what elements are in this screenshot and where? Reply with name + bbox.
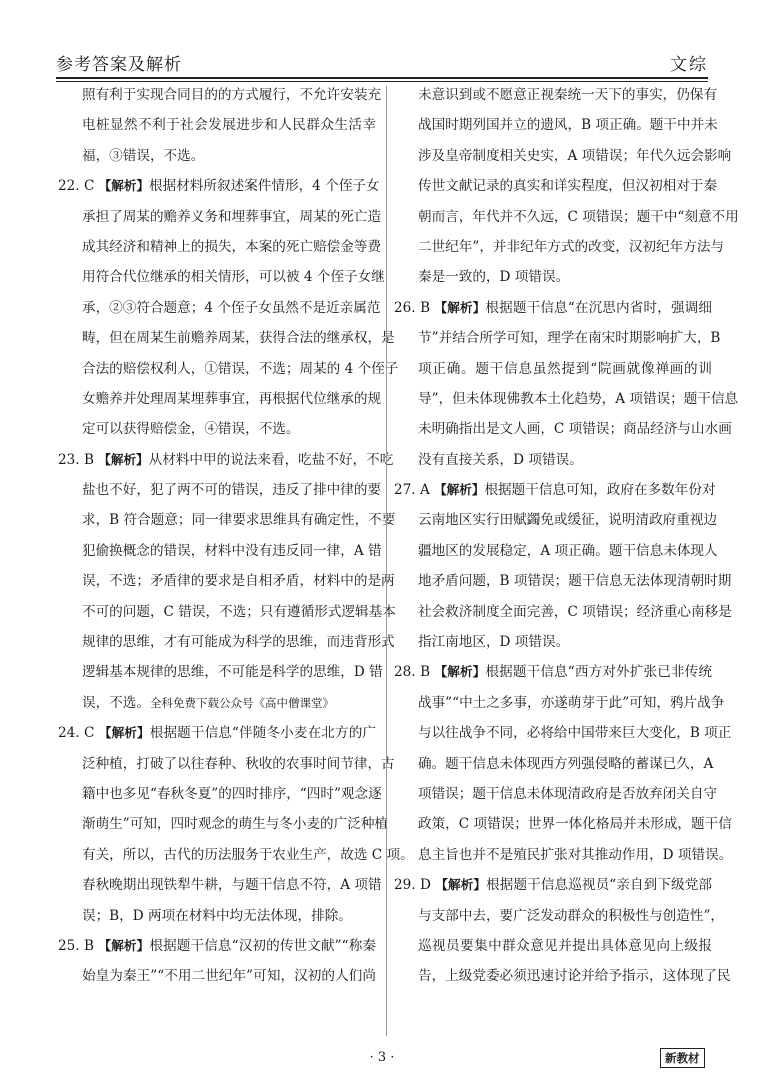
text-line — [394, 718, 732, 748]
line-text: 承，②③符合题意；4 个侄子女虽然不是近亲属范 — [82, 299, 381, 316]
line-text: 根据材料所叙述案件情形，4 个侄子女 — [149, 178, 380, 195]
answer-line — [394, 870, 712, 900]
analysis-tag: 【解析】 — [434, 299, 486, 315]
answer-line — [394, 293, 712, 323]
line-text: 泛种植，打破了以往春种、秋收的农事时间节律，古 — [82, 755, 395, 772]
text-line — [58, 293, 381, 323]
text-line — [58, 505, 396, 535]
analysis-tag: 【解析】 — [98, 178, 150, 194]
line-text: 求，B 符合题意；同一律要求思维具有确定性，不要 — [82, 512, 396, 529]
line-text: 朝而言，年代并不久远，C 项错误；题干中“刻意不用 — [418, 208, 739, 225]
line-text: 盐也不好，犯了两不可的错误，违反了排中律的要 — [82, 482, 382, 499]
text-line — [394, 566, 732, 596]
column-divider — [386, 86, 387, 1036]
line-text: 告，上级党委必须迅速讨论并给予指示，这体现了民 — [418, 968, 731, 985]
left-column — [58, 80, 414, 992]
text-line — [394, 779, 718, 809]
line-text: 根据题干信息“汉初的传世文献”“称秦 — [149, 937, 376, 954]
watermark-note: 全科免费下载公众号《高中僧课堂》 — [149, 695, 334, 710]
line-text: 未意识到或不愿意正视秦统一天下的事实，仍保有 — [418, 87, 718, 103]
text-line — [58, 597, 396, 627]
line-text: 犯偷换概念的错误，材料中没有违反同一律，A 错 — [82, 542, 382, 559]
line-text: 误，不选。 — [82, 694, 150, 711]
answer-number: 25. B — [58, 937, 99, 954]
analysis-tag: 【解析】 — [434, 664, 486, 680]
line-text: 战国时期列国并立的遗风，B 项正确。题干中并未 — [418, 117, 718, 134]
text-line — [394, 232, 725, 262]
line-text: 政策，C 项错误；世界一体化格局并未形成，题干信 — [418, 816, 732, 833]
analysis-tag: 【解析】 — [434, 482, 485, 498]
answer-line — [58, 171, 380, 201]
line-text: 根据题干信息巡视员“亲自到下级党部 — [486, 877, 712, 894]
text-line — [394, 354, 712, 384]
answer-line — [58, 445, 394, 475]
line-text: 未明确指出是文人画，C 项错误；商品经济与山水画 — [418, 421, 732, 438]
line-text: 合法的赔偿权利人，①错误，不选；周某的 4 个侄子 — [82, 360, 399, 377]
line-text: 籍中也多见“春秋冬夏”的四时排序，“四时”观念逐 — [82, 785, 382, 802]
answer-line — [58, 718, 376, 748]
line-text: 逻辑基本规律的思维，不可能是科学的思维，D 错 — [82, 664, 383, 681]
text-line — [58, 202, 382, 232]
line-text: 地矛盾问题，B 项错误；题干信息无法体现清朝时期 — [418, 573, 732, 590]
text-line — [394, 809, 732, 839]
line-text: 误；B，D 两项在材料中均无法体现，排除。 — [82, 907, 352, 924]
answer-line — [394, 657, 712, 687]
text-line — [58, 809, 389, 839]
line-text: 有关，所以，古代的历法服务于农业生产，故选 C 项。 — [82, 846, 414, 863]
line-text: 导”，但未体现佛教本土化趋势，A 项错误；题干信息 — [418, 390, 739, 407]
line-text: 传世文献记录的真实和详实程度，但汉初相对于秦 — [418, 178, 718, 195]
analysis-tag: 【解析】 — [98, 451, 149, 467]
text-line — [58, 414, 376, 444]
answer-number: 28. B — [394, 664, 435, 681]
answer-number: 23. B — [58, 451, 99, 468]
line-text: 根据题干信息“西方对外扩张已非传统 — [485, 664, 712, 681]
text-line — [58, 232, 382, 262]
text-line — [58, 840, 414, 870]
text-line — [58, 566, 395, 596]
line-text: 春秋晚期出现铁犁牛耕，与题干信息不符，A 项错 — [82, 877, 382, 894]
line-text: 息主旨也并不是殖民扩张对其推动作用，D 项错误。 — [418, 846, 733, 863]
text-line — [58, 779, 382, 809]
answer-number: 29. D — [394, 877, 436, 894]
line-text: 根据题干信息“在沉思内省时，强调细 — [485, 299, 712, 316]
text-line — [58, 262, 385, 292]
answer-number: 24. C — [58, 725, 99, 742]
text-line — [394, 749, 712, 779]
line-text: 承担了周某的赡养义务和埋葬事宜，周某的死亡造 — [82, 208, 382, 225]
line-text: 从材料中甲的说法来看，吃盐不好，不吃 — [148, 451, 394, 468]
answer-line — [58, 931, 376, 961]
line-text: 畴，但在周某生前赡养周某，获得合法的继承权，是 — [82, 330, 395, 347]
line-text: 根据题干信息“伴随冬小麦在北方的广 — [149, 725, 377, 742]
line-text: 电桩显然不利于社会发展进步和人民群众生活幸 — [82, 117, 376, 134]
line-text: 确。题干信息未体现西方列强侵略的蓄谋已久，A — [418, 755, 714, 772]
line-text: 成其经济和精神上的损失，本案的死亡赔偿金等费 — [82, 238, 382, 255]
text-line — [58, 110, 376, 140]
text-line — [58, 354, 399, 384]
line-text: 秦是一致的，D 项错误。 — [418, 269, 570, 286]
line-text: 不可的问题，C 错误，不选；只有遵循形式逻辑基本 — [82, 603, 396, 620]
line-text: 疆地区的发展稳定，A 项正确。题干信息未体现人 — [418, 542, 718, 559]
line-text: 项正确。题干信息虽然提到“院画就像禅画的训 — [418, 360, 712, 377]
text-line — [394, 505, 718, 535]
line-text: 巡视员要集中群众意见并提出具体意见向上级报 — [418, 937, 712, 954]
line-text: 与以往战争不同，必将给中国带来巨大变化，B 项正 — [418, 725, 732, 742]
line-text: 规律的思维，才有可能成为科学的思维，而违背形式 — [82, 634, 395, 651]
page-number: · 3 · — [369, 1050, 395, 1065]
line-text: 根据题干信息可知，政府在多数年份对 — [484, 482, 716, 499]
text-line — [394, 536, 718, 566]
text-line — [394, 688, 725, 718]
analysis-tag: 【解析】 — [98, 937, 150, 953]
text-line — [394, 141, 732, 171]
text-line — [394, 414, 732, 444]
line-text: 与支部中去，要广泛发动群众的积极性与创造性”， — [418, 907, 725, 924]
line-text: 没有直接关系，D 项错误。 — [418, 451, 583, 468]
line-text: 误，不选；矛盾律的要求是自相矛盾，材料中的是两 — [82, 573, 395, 590]
line-text: 定可以获得赔偿金，④错误，不选。 — [82, 421, 300, 438]
text-line — [394, 627, 712, 657]
text-line — [394, 262, 712, 292]
line-text: 女赡养并处理周某埋葬事宜，再根据代位继承的规 — [82, 390, 382, 407]
text-line — [58, 749, 395, 779]
header-title: 参考答案及解析 — [56, 55, 182, 75]
text-line — [394, 597, 732, 627]
analysis-tag: 【解析】 — [435, 877, 487, 893]
text-line — [58, 384, 382, 414]
text-line — [58, 323, 395, 353]
text-line — [58, 80, 382, 110]
text-line — [394, 80, 718, 110]
line-text: 照有利于实现合同目的的方式履行，不允许安装充 — [82, 87, 382, 103]
text-line — [58, 141, 376, 171]
line-text: 战事”“中土之多事，亦遂萌芽于此”可知，鸦片战争 — [418, 694, 725, 711]
answer-number: 26. B — [394, 299, 435, 316]
text-line — [58, 901, 376, 931]
text-line — [58, 870, 382, 900]
header-rule — [56, 77, 708, 79]
text-line — [58, 536, 382, 566]
line-text: 云南地区实行田赋蠲免或缓征，说明清政府重视边 — [418, 512, 718, 529]
line-text: 项错误；题干信息未体现清政府是否放弃闭关自守 — [418, 785, 718, 802]
edition-badge: 新教材 — [660, 1048, 705, 1068]
text-line — [394, 171, 718, 201]
line-text: 社会救济制度全面完善，C 项错误；经济重心南移是 — [418, 603, 732, 620]
text-line — [394, 384, 739, 414]
text-line — [394, 961, 731, 991]
right-column — [394, 80, 739, 992]
answer-number: 22. C — [58, 178, 99, 195]
line-text: 二世纪年”，并非纪年方式的改变，汉初纪年方法与 — [418, 238, 725, 255]
text-line — [394, 323, 721, 353]
header-subject: 文综 — [670, 55, 708, 75]
analysis-tag: 【解析】 — [98, 725, 150, 741]
text-line — [58, 475, 382, 505]
text-line — [394, 110, 718, 140]
line-text: 始皇为秦王”“不用二世纪年”可知，汉初的人们尚 — [82, 968, 376, 985]
text-line — [58, 688, 376, 718]
line-text: 福，③错误，不选。 — [82, 147, 205, 164]
line-text: 指江南地区，D 项错误。 — [418, 634, 570, 651]
line-text: 用符合代位继承的相关情形，可以被 4 个侄子女继 — [82, 269, 385, 286]
text-line — [394, 445, 712, 475]
text-line — [58, 961, 376, 991]
text-line — [394, 931, 712, 961]
line-text: 渐萌生”可知，四时观念的萌生与冬小麦的广泛种植 — [82, 816, 389, 833]
text-line — [58, 627, 395, 657]
answer-number: 27. A — [394, 482, 435, 499]
text-line — [394, 840, 733, 870]
line-text: 节”并结合所学可知，理学在南宋时期影响扩大，B — [418, 330, 721, 347]
answer-line — [394, 475, 716, 505]
text-line — [58, 657, 383, 687]
text-line — [394, 202, 739, 232]
page-header — [56, 42, 708, 75]
line-text: 涉及皇帝制度相关史实，A 项错误；年代久远会影响 — [418, 147, 732, 164]
text-line — [394, 901, 725, 931]
